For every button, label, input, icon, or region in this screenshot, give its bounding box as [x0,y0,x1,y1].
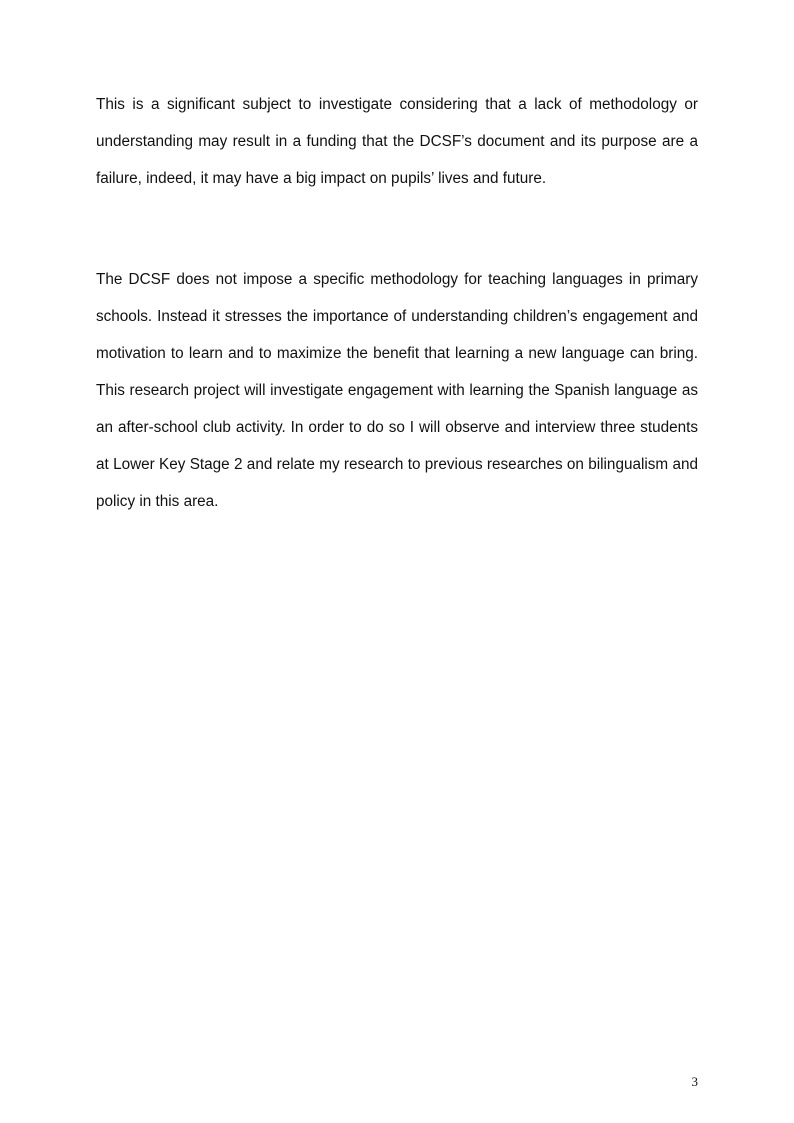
body-paragraph-1: This is a significant subject to investigate considering that a lack of methodology or understanding may result in a funding that the DCSF’s document and its purpose are a failure, indeed, it may have a big impact on pupils’ lives and future. [96,96,698,187]
body-paragraph-2: The DCSF does not impose a specific methodology for teaching languages in primary schools. Instead it stresses the importance of understanding children’s engagement and motivation to learn and to maximize the benefit that learning a new language can bring. This research project will investigate engagement with learning the Spanish language as an after-school club activity. In order to do so I will observe and interview three students at Lower Key Stage 2 and relate my research to previous researches on bilingualism and policy in this area. [96,271,698,510]
page-number: 3 [691,1074,698,1089]
